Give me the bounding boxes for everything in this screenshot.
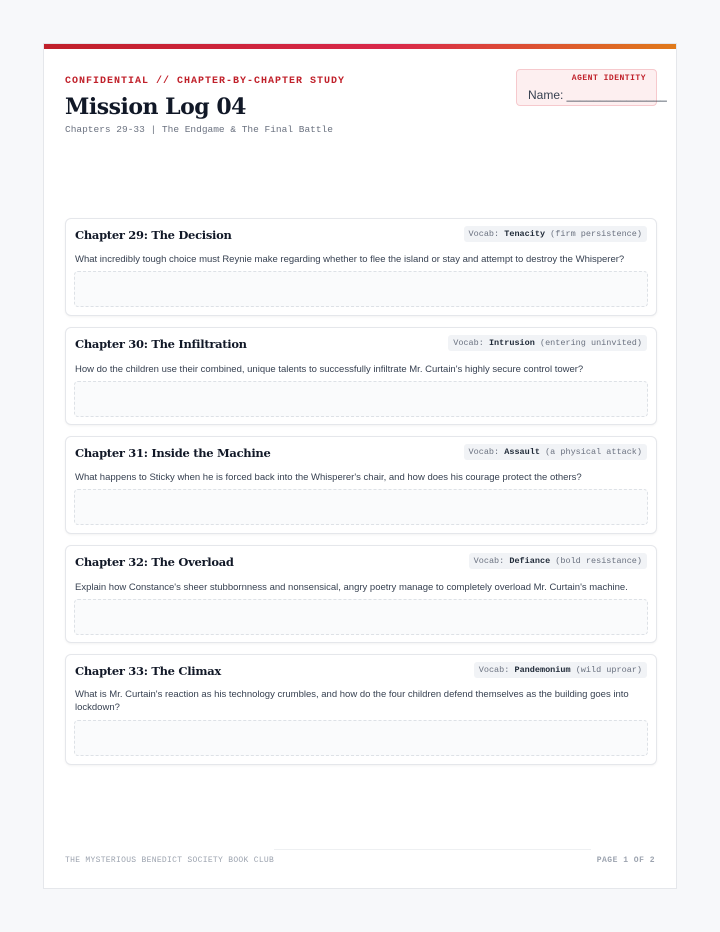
chapter-card-29	[65, 218, 657, 316]
chapter-question: How do the children use their combined, unique talents to successfully infiltrate Mr. Curtain's highly secure control tower?	[75, 364, 584, 375]
chapter-title: Chapter 32: The Overload	[75, 555, 234, 569]
chapter-header	[66, 328, 656, 358]
vocab-prefix: Vocab:	[468, 447, 500, 457]
vocab-badge	[474, 662, 647, 678]
vocab-prefix: Vocab:	[468, 229, 500, 239]
worksheet-page	[43, 43, 677, 889]
answer-box[interactable]	[74, 381, 648, 417]
chapter-title: Chapter 31: Inside the Machine	[75, 446, 271, 460]
page-subtitle: Chapters 29-33 | The Endgame & The Final Battle	[65, 124, 333, 135]
vocab-definition: (a physical attack)	[545, 447, 642, 457]
vocab-badge	[469, 553, 647, 569]
vocab-word: Tenacity	[504, 229, 546, 239]
vocab-prefix: Vocab:	[478, 665, 510, 675]
chapter-title: Chapter 30: The Infiltration	[75, 337, 247, 351]
chapter-question: What happens to Sticky when he is forced back into the Whisperer's chair, and how does his courage protect the others?	[75, 472, 582, 483]
vocab-definition: (bold resistance)	[555, 556, 642, 566]
answer-box[interactable]	[74, 599, 648, 635]
agent-identity-box	[516, 69, 667, 106]
agent-identity-label: AGENT IDENTITY	[571, 74, 646, 83]
footer-club-name: THE MYSTERIOUS BENEDICT SOCIETY BOOK CLUB	[65, 856, 275, 865]
vocab-word: Defiance	[509, 556, 551, 566]
chapter-question: Explain how Constance's sheer stubbornness and nonsensical, angry poetry manage to completely overload Mr. Curtain's machine.	[75, 582, 628, 593]
vocab-definition: (firm persistence)	[550, 229, 642, 239]
chapter-header	[66, 219, 656, 249]
vocab-badge	[464, 226, 647, 242]
answer-box[interactable]	[74, 271, 648, 307]
chapter-header	[66, 546, 656, 576]
chapter-header	[66, 437, 656, 467]
name-field[interactable]: Name: _______________	[528, 88, 667, 102]
chapter-question: What is Mr. Curtain's reaction as his technology crumbles, and how do the four children defend themselves as the building goes into lockdown?	[75, 689, 629, 713]
vocab-badge	[448, 335, 647, 351]
header	[65, 76, 365, 135]
chapter-title: Chapter 33: The Climax	[75, 664, 221, 678]
vocab-prefix: Vocab:	[473, 556, 505, 566]
vocab-prefix: Vocab:	[453, 338, 484, 348]
vocab-word: Assault	[504, 447, 540, 457]
footer-divider	[274, 849, 591, 850]
accent-bar	[44, 44, 676, 49]
page-title: Mission Log 04	[65, 94, 246, 120]
chapter-card-30	[65, 327, 657, 425]
vocab-badge	[464, 444, 647, 460]
vocab-word: Intrusion	[488, 338, 535, 348]
kicker-label: CONFIDENTIAL // CHAPTER-BY-CHAPTER STUDY	[65, 76, 346, 87]
chapter-question: What incredibly tough choice must Reynie make regarding whether to flee the island or stay and attempt to destroy the Whisperer?	[75, 254, 625, 265]
chapter-card-31	[65, 436, 657, 534]
answer-box[interactable]	[74, 489, 648, 525]
vocab-definition: (wild uproar)	[575, 665, 642, 675]
answer-box[interactable]	[74, 720, 648, 756]
vocab-definition: (entering uninvited)	[539, 338, 642, 348]
chapter-header	[66, 655, 656, 685]
page-number: PAGE 1 OF 2	[596, 856, 655, 865]
chapter-card-33	[65, 654, 657, 765]
chapter-card-32	[65, 545, 657, 643]
vocab-word: Pandemonium	[514, 665, 571, 675]
chapter-title: Chapter 29: The Decision	[75, 228, 232, 242]
